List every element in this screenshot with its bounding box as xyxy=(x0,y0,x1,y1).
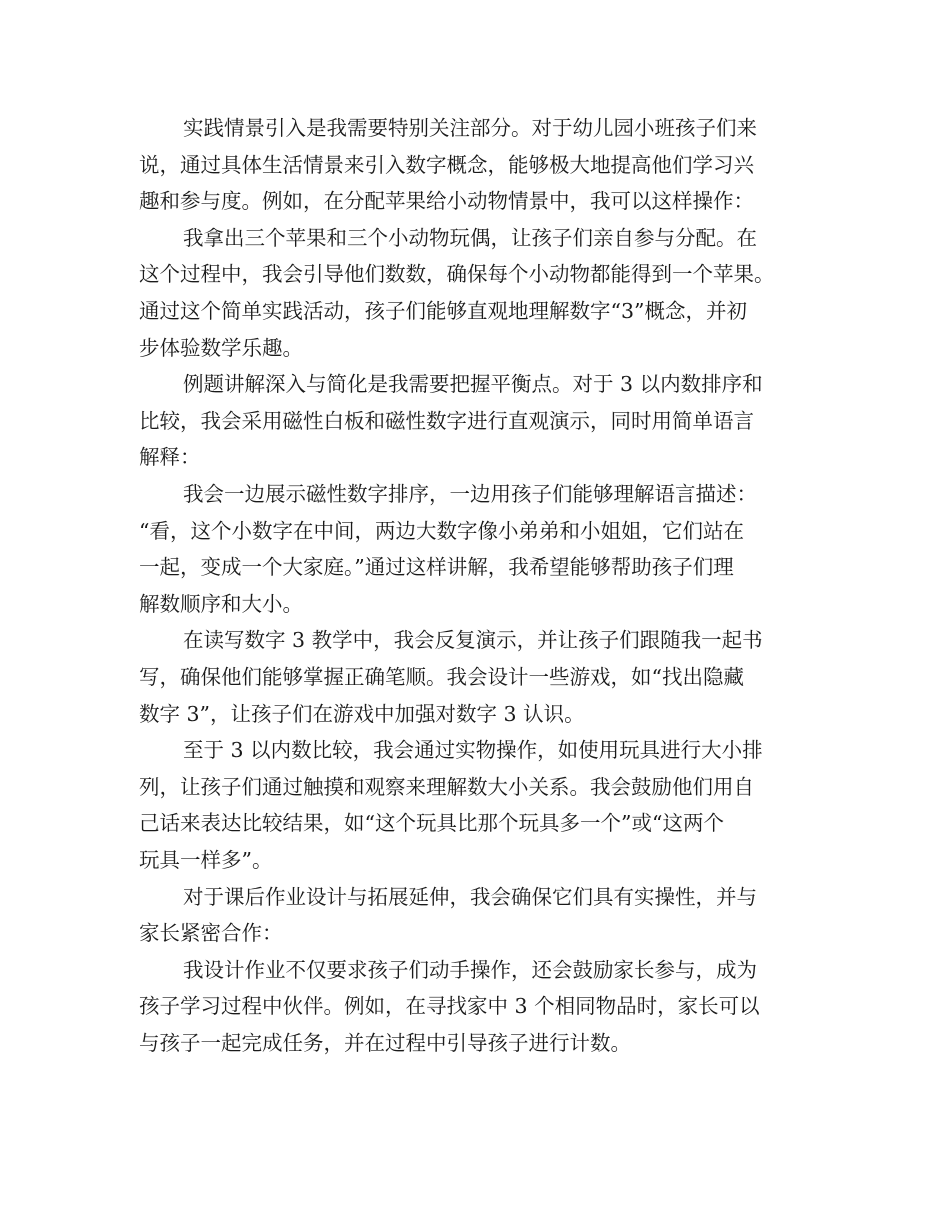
text-line: 比较，我会采用磁性白板和磁性数字进行直观演示，同时用简单语言 xyxy=(139,408,754,433)
text-line: 数字 3”，让孩子们在游戏中加强对数字 3 认识。 xyxy=(139,701,585,726)
text-line: 对于课后作业设计与拓展延伸，我会确保它们具有实操性，并与 xyxy=(183,884,757,909)
text-line: 说，通过具体生活情景来引入数字概念，能够极大地提高他们学习兴 xyxy=(139,152,754,177)
text-line: 一起，变成一个大家庭。”通过这样讲解，我希望能够帮助孩子们理 xyxy=(139,555,734,580)
text-line: 在读写数字 3 教学中，我会反复演示，并让孩子们跟随我一起书 xyxy=(183,628,763,653)
text-line: 己话来表达比较结果，如“这个玩具比那个玩具多一个”或“这两个 xyxy=(139,811,724,836)
text-line: 步体验数学乐趣。 xyxy=(139,335,303,360)
text-line: 我设计作业不仅要求孩子们动手操作，还会鼓励家长参与，成为 xyxy=(183,957,757,982)
text-line: 实践情景引入是我需要特别关注部分。对于幼儿园小班孩子们来 xyxy=(183,116,757,140)
text-line: “看，这个小数字在中间，两边大数字像小弟弟和小姐姐，它们站在 xyxy=(139,518,744,543)
text-line: 写，确保他们能够掌握正确笔顺。我会设计一些游戏，如“找出隐藏 xyxy=(139,665,744,689)
text-line: 这个过程中，我会引导他们数数，确保每个小动物都能得到一个苹果。 xyxy=(139,262,775,287)
text-line: 我拿出三个苹果和三个小动物玩偶，让孩子们亲自参与分配。在 xyxy=(183,225,757,250)
text-line: 趣和参与度。例如，在分配苹果给小动物情景中，我可以这样操作： xyxy=(139,189,754,214)
text-line: 与孩子一起完成任务，并在过程中引导孩子进行计数。 xyxy=(139,1031,631,1055)
text-line: 我会一边展示磁性数字排序，一边用孩子们能够理解语言描述： xyxy=(183,482,757,506)
text-line: 解释： xyxy=(139,445,201,470)
text-line: 列，让孩子们通过触摸和观察来理解数大小关系。我会鼓励他们用自 xyxy=(139,774,754,799)
text-line: 解数顺序和大小。 xyxy=(139,591,303,616)
text-line: 孩子学习过程中伙伴。例如，在寻找家中 3 个相同物品时，家长可以 xyxy=(139,994,760,1019)
text-line: 玩具一样多”。 xyxy=(139,848,273,872)
text-line: 通过这个简单实践活动，孩子们能够直观地理解数字“3”概念，并初 xyxy=(139,299,748,323)
text-line: 至于 3 以内数比较，我会通过实物操作，如使用玩具进行大小排 xyxy=(183,738,763,763)
text-line: 例题讲解深入与简化是我需要把握平衡点。对于 3 以内数排序和 xyxy=(183,372,763,397)
text-line: 家长紧密合作： xyxy=(139,921,283,946)
